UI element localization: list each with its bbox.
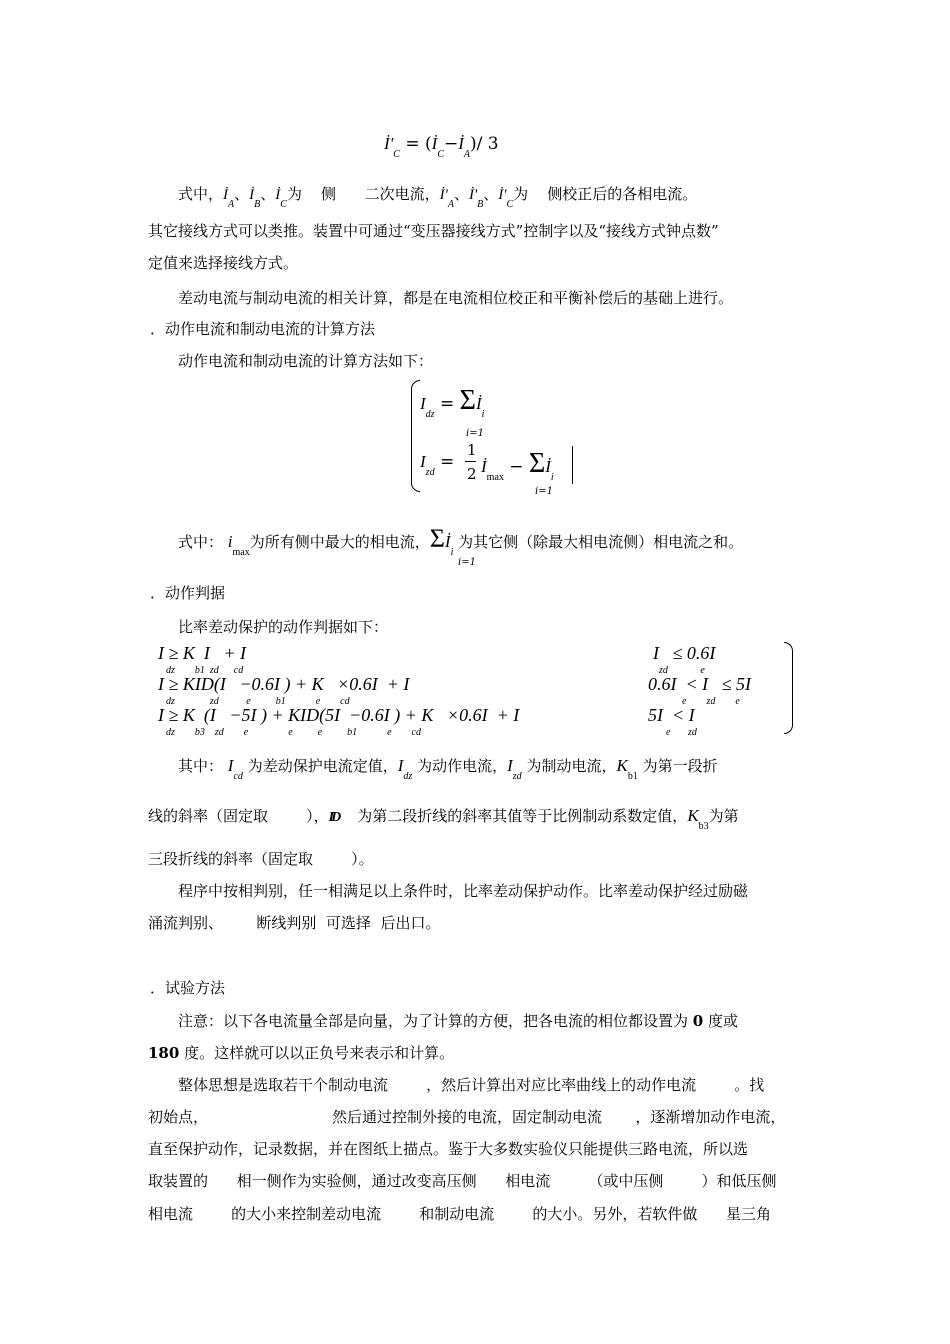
abs-bar: [572, 446, 573, 484]
criterion-row-1: I ≥ K I + I: [158, 643, 247, 663]
criterion-row-2-cond-subs: e zd e: [682, 696, 740, 707]
eq-izd-rhs: $İ_{max}$ − $\Sigma İ_i$: [481, 448, 554, 483]
section-title-calc: ．动作电流和制动电流的计算方法: [150, 320, 376, 338]
fraction-bar: [465, 461, 476, 462]
paragraph-text-line: 整体思想是选取若干个制动电流 ，然后计算出对应比率曲线上的动作电流 。找: [178, 1076, 765, 1094]
paragraph-symbols: 其中： $I_{cd}$ 为差动保护电流定值，$I_{dz}$ 为动作电流，$I_{zd}$ 为制动电流，$K_{b1}$ 为第一段折: [178, 756, 718, 782]
sum-limit: i=1: [458, 557, 476, 568]
left-brace: [411, 380, 420, 492]
paragraph-text-line: 直至保护动作，记录数据，并在图纸上描点。鉴于大多数实验仪只能提供三路电流，所以选: [148, 1140, 749, 1158]
paragraph-currents-definition: 式中，$İ_A$、$İ_B$、$İ_C$为 侧 二次电流，$İ'_A$、$İ'_B$、$İ'_C$为 侧校正后的各相电流。: [178, 185, 698, 210]
paragraph-text-line: 初始点， 然后通过控制外接的电流，固定制动电流 ，逐渐增加动作电流，: [148, 1108, 786, 1126]
note-line: 注意：以下各电流量全部是向量，为了计算的方便，把各电流的相位都设置为 0 度或: [178, 1012, 738, 1030]
paragraph-text-line: 取装置的 相一侧作为实验侧，通过改变高压侧 相电流 （或中压侧 ）和低压侧: [148, 1172, 777, 1190]
criterion-row-3-cond: 5I < I: [648, 705, 695, 725]
paragraph-text-line: 定值来选择接线方式。: [148, 254, 299, 272]
paragraph-text-line: 线的斜率（固定取 ），ID 为第二段折线的斜率其值等于比例制动系数定值，$K_{b3}$为第: [148, 806, 739, 832]
note-line: 180 度。这样就可以以正负号来表示和计算。: [148, 1044, 455, 1062]
fraction-numerator: 1: [467, 441, 477, 459]
paragraph-text-line: 涌流判别、 断线判别 可选择 后出口。: [148, 914, 441, 932]
criterion-row-2-cond: 0.6I < I ≤ 5I: [648, 674, 752, 694]
paragraph-text-line: 相电流 的大小来控制差动电流 和制动电流 的大小。另外，若软件做 星三角: [148, 1205, 772, 1223]
equation-ic-corrected: $İ'_C$ = $(İ_C-İ_A)/$ 3: [384, 134, 499, 160]
criterion-row-3-cond-subs: e zd: [666, 727, 697, 738]
criterion-row-2-subs: dz zd e b1 e cd: [166, 696, 350, 707]
paragraph-text-line: 三段折线的斜率（固定取 ）。: [148, 850, 374, 868]
sum-limit: i=1: [535, 486, 553, 497]
right-brace: [784, 642, 793, 734]
section-title-test: ．试验方法: [150, 979, 226, 997]
criterion-row-3: I ≥ K (I −5I ) + KID(5I −0.6I ) + K ×0.6I + I: [158, 705, 520, 725]
criterion-row-2: I ≥ KID(I −0.6I ) + K ×0.6I + I: [158, 674, 410, 694]
eq-idz: $I_{dz}$ = $\Sigma İ_i$: [420, 385, 485, 420]
criterion-row-1-subs: dz b1 zd cd: [166, 665, 244, 676]
criterion-row-1-cond: I ≤ 0.6I: [653, 643, 716, 663]
section-intro-criteria: 比率差动保护的动作判据如下：: [178, 618, 389, 636]
criterion-row-1-cond-subs: zd e: [659, 665, 705, 676]
eq-izd: $I_{zd}$ =: [420, 452, 455, 478]
sum-limit: i=1: [466, 428, 484, 439]
fraction-denominator: 2: [467, 465, 477, 483]
section-intro-calc: 动作电流和制动电流的计算方法如下：: [178, 352, 434, 370]
paragraph-imax: 式中： $i_{max}$为所有侧中最大的相电流，$\Sigma İ_i$ 为其它侧（除最大相电流侧）相电流之和。: [178, 524, 744, 558]
section-title-criteria: ．动作判据: [150, 584, 226, 602]
criterion-row-3-subs: dz b3 zd e e e b1 e cd: [166, 727, 421, 738]
paragraph-text-line: 程序中按相判别，任一相满足以上条件时，比率差动保护动作。比率差动保护经过励磁: [178, 882, 749, 900]
paragraph-diff-current: 差动电流与制动电流的相关计算，都是在电流相位校正和平衡补偿后的基础上进行。: [178, 289, 734, 307]
paragraph-text-line: 其它接线方式可以类推。装置中可通过“变压器接线方式”控制字以及“接线方式钟点数”: [148, 222, 719, 240]
